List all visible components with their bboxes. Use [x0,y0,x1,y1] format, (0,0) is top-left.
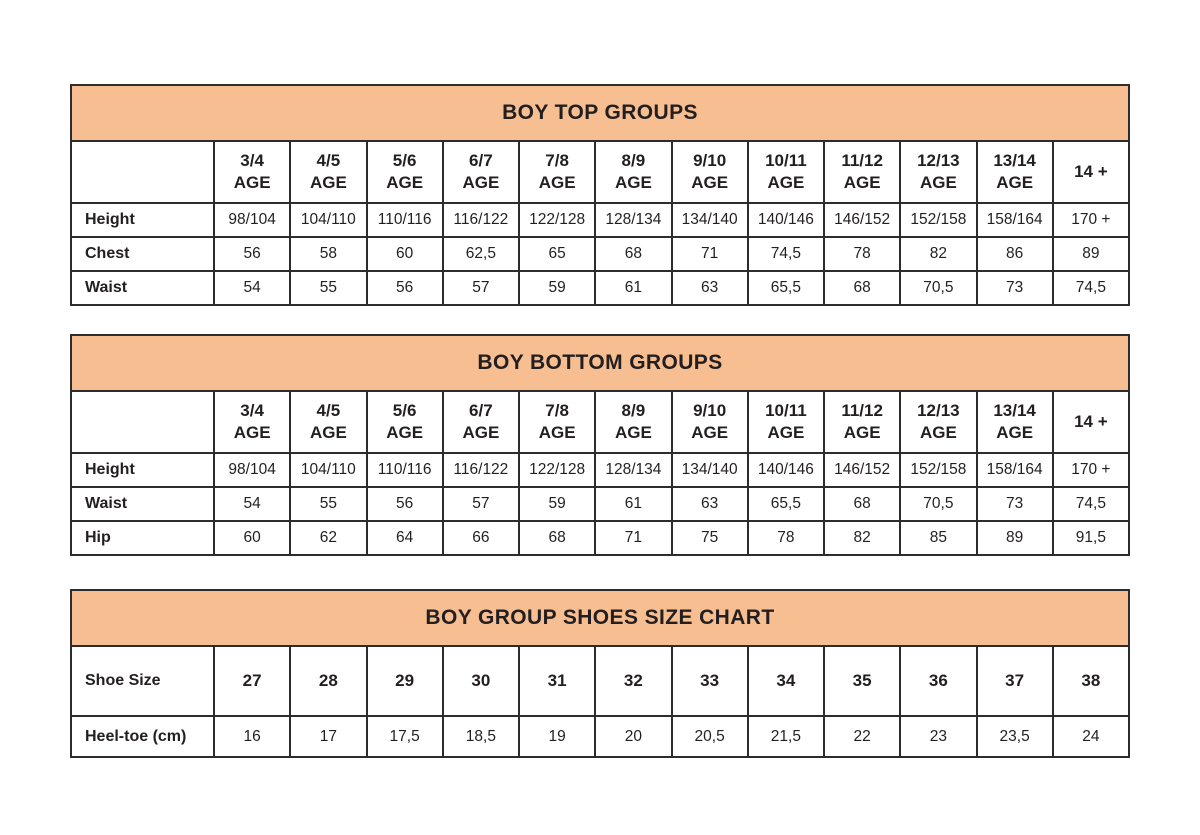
data-cell: 65 [519,237,595,271]
data-cell: 34 [748,646,824,716]
data-cell: 146/152 [824,453,900,487]
table-title: BOY TOP GROUPS [71,85,1129,141]
column-header-cell [443,141,519,203]
column-header-cell [1053,391,1129,453]
data-cell: 35 [824,646,900,716]
data-cell: 30 [443,646,519,716]
data-cell: 64 [367,521,443,555]
data-cell: 55 [290,271,366,305]
data-cell: 170 + [1053,203,1129,237]
column-header-line: AGE [309,173,347,192]
column-header-line: AGE [386,423,424,442]
data-cell: 89 [977,521,1053,555]
column-header-line: 9/10 [693,151,727,171]
column-header-cell [519,391,595,453]
data-cell: 63 [672,271,748,305]
data-cell: 22 [824,716,900,757]
data-cell: 85 [900,521,976,555]
column-header-line: AGE [538,173,576,192]
column-header-line: AGE [538,423,576,442]
table-row [71,646,1129,716]
column-header-line: AGE [462,173,500,192]
data-cell: 110/116 [367,453,443,487]
data-cell: 32 [595,646,671,716]
data-cell: 21,5 [748,716,824,757]
column-header-line: 12/13 [917,401,960,421]
column-header-cell [977,391,1053,453]
column-header-line: 11/12 [841,401,883,421]
column-header-cell [900,391,976,453]
data-cell: 54 [214,487,290,521]
data-cell: 20 [595,716,671,757]
column-header-line: AGE [691,173,729,192]
data-cell: 60 [367,237,443,271]
column-header-cell [367,391,443,453]
data-cell: 98/104 [214,453,290,487]
data-cell: 116/122 [443,453,519,487]
column-header-cell [595,141,671,203]
row-label: Heel-toe (cm) [71,716,214,757]
data-cell: 17,5 [367,716,443,757]
column-header-line: 5/6 [392,151,417,171]
column-header-line: 4/5 [316,151,341,171]
column-header-line: AGE [233,173,271,192]
column-header-line: AGE [386,173,424,192]
table-row [71,521,1129,555]
data-cell: 158/164 [977,453,1053,487]
data-cell: 62 [290,521,366,555]
data-cell: 36 [900,646,976,716]
column-header-cell [672,391,748,453]
data-cell: 28 [290,646,366,716]
row-label: Waist [71,271,214,305]
column-header-line: AGE [996,173,1034,192]
data-cell: 68 [519,521,595,555]
column-header-cell [977,141,1053,203]
column-header-cell [900,141,976,203]
data-cell: 38 [1053,646,1129,716]
column-header-line: AGE [767,423,805,442]
data-cell: 60 [214,521,290,555]
row-label: Shoe Size [71,646,214,716]
data-cell: 65,5 [748,271,824,305]
data-cell: 24 [1053,716,1129,757]
column-header-line: 6/7 [469,151,493,171]
column-header-cell [824,391,900,453]
data-cell: 62,5 [443,237,519,271]
column-header-cell [367,141,443,203]
data-cell: 65,5 [748,487,824,521]
data-cell: 68 [595,237,671,271]
column-header-cell [595,391,671,453]
data-cell: 63 [672,487,748,521]
data-cell: 146/152 [824,203,900,237]
data-cell: 71 [672,237,748,271]
column-header-line: 10/11 [765,151,807,171]
column-header-cell [824,141,900,203]
column-header-cell [1053,141,1129,203]
column-header-line: 13/14 [993,401,1036,421]
data-cell: 110/116 [367,203,443,237]
column-header-line: 5/6 [392,401,417,421]
column-header-line: 10/11 [765,401,807,421]
data-cell: 134/140 [672,203,748,237]
column-header-line: 3/4 [240,151,264,171]
data-cell: 58 [290,237,366,271]
table-title: BOY GROUP SHOES SIZE CHART [71,590,1129,646]
row-label: Hip [71,521,214,555]
column-header-cell [214,391,290,453]
data-cell: 73 [977,487,1053,521]
data-cell: 27 [214,646,290,716]
data-cell: 23 [900,716,976,757]
data-cell: 54 [214,271,290,305]
data-cell: 152/158 [900,453,976,487]
data-cell: 59 [519,487,595,521]
column-header-line: 8/9 [621,401,646,421]
data-cell: 56 [367,271,443,305]
column-header-line: 13/14 [993,151,1036,171]
column-header-cell [748,391,824,453]
data-cell: 29 [367,646,443,716]
table-row [71,237,1129,271]
row-label: Chest [71,237,214,271]
data-cell: 104/110 [290,453,366,487]
column-header-line: AGE [919,173,957,192]
column-header-cell [290,141,366,203]
data-cell: 57 [443,271,519,305]
boy-bottom-groups-table [70,334,1130,556]
data-cell: 158/164 [977,203,1053,237]
column-header-line: 8/9 [621,151,646,171]
data-cell: 122/128 [519,203,595,237]
data-cell: 86 [977,237,1053,271]
data-cell: 19 [519,716,595,757]
data-cell: 55 [290,487,366,521]
data-cell: 78 [824,237,900,271]
data-cell: 33 [672,646,748,716]
data-cell: 66 [443,521,519,555]
data-cell: 78 [748,521,824,555]
column-header-cell [214,141,290,203]
data-cell: 91,5 [1053,521,1129,555]
data-cell: 82 [900,237,976,271]
column-header-line: 3/4 [240,401,264,421]
column-header-line: 9/10 [693,401,727,421]
data-cell: 75 [672,521,748,555]
data-cell: 74,5 [1053,487,1129,521]
column-header-line: AGE [614,423,652,442]
data-cell: 122/128 [519,453,595,487]
column-header-line: 11/12 [841,151,883,171]
row-label: Waist [71,487,214,521]
boy-top-groups-table [70,84,1130,306]
column-header-line: AGE [767,173,805,192]
corner-cell [71,391,214,453]
column-header-cell [519,141,595,203]
row-label: Height [71,203,214,237]
table-title: BOY BOTTOM GROUPS [71,335,1129,391]
data-cell: 70,5 [900,271,976,305]
data-cell: 98/104 [214,203,290,237]
data-cell: 20,5 [672,716,748,757]
corner-cell [71,141,214,203]
data-cell: 18,5 [443,716,519,757]
data-cell: 89 [1053,237,1129,271]
data-cell: 37 [977,646,1053,716]
column-header-line: AGE [462,423,500,442]
data-cell: 71 [595,521,671,555]
row-label: Height [71,453,214,487]
data-cell: 152/158 [900,203,976,237]
data-cell: 74,5 [1053,271,1129,305]
column-header-cell [443,391,519,453]
data-cell: 140/146 [748,203,824,237]
data-cell: 68 [824,487,900,521]
data-cell: 128/134 [595,453,671,487]
table-row [71,487,1129,521]
boy-shoes-size-table [70,589,1130,758]
column-header-line: AGE [309,423,347,442]
column-header-line: AGE [843,423,881,442]
data-cell: 59 [519,271,595,305]
data-cell: 140/146 [748,453,824,487]
data-cell: 16 [214,716,290,757]
column-header-line: 14 + [1074,162,1108,182]
data-cell: 61 [595,271,671,305]
data-cell: 56 [214,237,290,271]
table-row [71,453,1129,487]
column-header-line: 6/7 [469,401,493,421]
data-cell: 74,5 [748,237,824,271]
data-cell: 17 [290,716,366,757]
table-row [71,271,1129,305]
data-cell: 68 [824,271,900,305]
data-cell: 170 + [1053,453,1129,487]
column-header-line: AGE [996,423,1034,442]
data-cell: 70,5 [900,487,976,521]
column-header-line: 4/5 [316,401,341,421]
data-cell: 56 [367,487,443,521]
data-cell: 23,5 [977,716,1053,757]
data-cell: 57 [443,487,519,521]
data-cell: 104/110 [290,203,366,237]
data-cell: 128/134 [595,203,671,237]
column-header-cell [672,141,748,203]
column-header-line: 14 + [1074,412,1108,432]
column-header-line: AGE [614,173,652,192]
data-cell: 73 [977,271,1053,305]
data-cell: 31 [519,646,595,716]
column-header-line: AGE [233,423,271,442]
column-header-line: 7/8 [545,151,569,171]
column-header-line: AGE [691,423,729,442]
data-cell: 82 [824,521,900,555]
table-row [71,203,1129,237]
table-row [71,716,1129,757]
data-cell: 61 [595,487,671,521]
column-header-line: 12/13 [917,151,960,171]
data-cell: 116/122 [443,203,519,237]
column-header-cell [290,391,366,453]
data-cell: 134/140 [672,453,748,487]
column-header-line: AGE [843,173,881,192]
column-header-line: 7/8 [545,401,569,421]
column-header-line: AGE [919,423,957,442]
column-header-cell [748,141,824,203]
